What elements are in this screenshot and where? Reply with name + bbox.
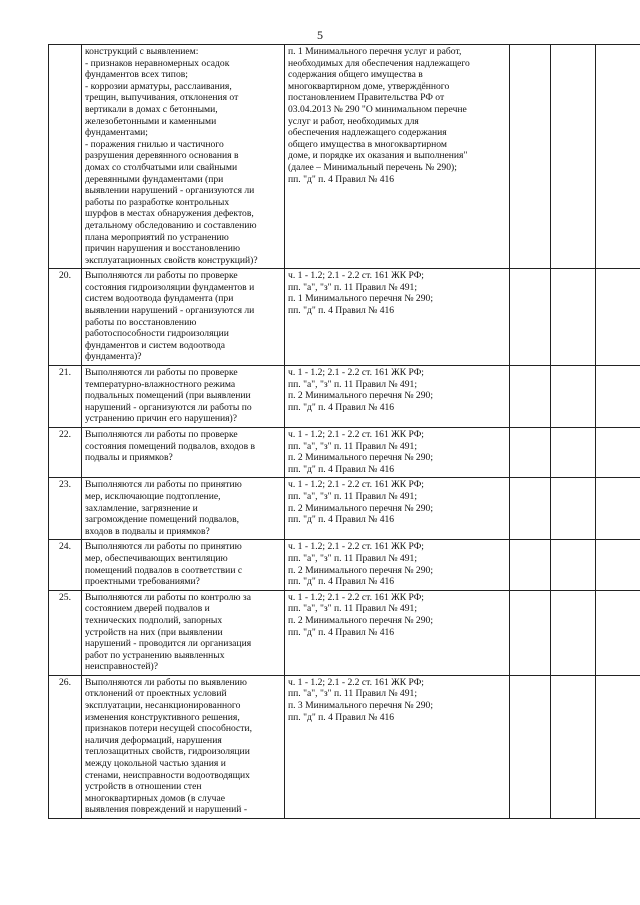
reference-line: п. 2 Минимального перечня № 290;: [288, 564, 433, 576]
reference-line: ч. 1 - 1.2; 2.1 - 2.2 ст. 161 ЖК РФ;: [288, 429, 424, 440]
question-cell: [82, 675, 285, 818]
reference-line: постановлением Правительства РФ от: [288, 92, 445, 104]
reference-line: пп. "а", "з" п. 11 Правил № 491;: [288, 440, 417, 452]
answer-cell-na: [596, 540, 640, 590]
question-line: многоквартирных домов (в случае: [85, 792, 225, 804]
reference-line: пп. "а", "з" п. 11 Правил № 491;: [288, 490, 417, 502]
question-line: Выполняются ли работы по контролю за: [85, 591, 251, 603]
legal-reference-cell: [285, 269, 510, 366]
question-line: нарушений - проводится ли организация: [85, 638, 252, 650]
page-number: 5: [317, 28, 323, 42]
question-cell: [82, 428, 285, 478]
question-line: выявлении нарушений - организуются ли: [85, 185, 255, 197]
table-row: [49, 590, 640, 675]
reference-line: необходимых для обеспечения надлежащего: [288, 57, 470, 69]
question-line: разрушения деревянного основания в: [85, 150, 239, 162]
legal-reference-cell: [285, 590, 510, 675]
table-row: [49, 45, 640, 269]
reference-line: п. 3 Минимального перечня № 290;: [288, 700, 433, 712]
question-line: плана мероприятий по устранению: [85, 231, 229, 243]
legal-reference-cell: [285, 428, 510, 478]
question-line: устранению причин его нарушения)?: [85, 413, 237, 425]
legal-reference-cell: [285, 675, 510, 818]
row-number-cell: 25.: [49, 590, 82, 675]
reference-line: пп. "д" п. 4 Правил № 416: [288, 626, 395, 638]
question-line: проектными требованиями?: [85, 576, 200, 588]
reference-line: доме, и порядке их оказания и выполнения": [288, 150, 468, 162]
question-line: работы по разработке контрольных: [85, 196, 230, 208]
reference-line: пп. "а", "з" п. 11 Правил № 491;: [288, 378, 417, 390]
reference-line: ч. 1 - 1.2; 2.1 - 2.2 ст. 161 ЖК РФ;: [288, 591, 424, 603]
legal-reference-cell: [285, 478, 510, 540]
question-line: загромождение помещений подвалов,: [85, 514, 240, 526]
question-line: домах со столбчатыми или свайными: [85, 161, 238, 173]
question-line: - поражения гнилью и частичного: [85, 138, 224, 150]
question-line: входов в подвалы и приямков?: [85, 525, 210, 537]
row-number-cell: [49, 45, 82, 269]
question-line: состояния помещений подвалов, входов в: [85, 440, 256, 452]
table-row: [49, 269, 640, 366]
question-line: Выполняются ли работы по принятию: [85, 479, 242, 491]
question-line: работы по восстановлению: [85, 316, 197, 328]
question-line: эксплуатации, несанкционированного: [85, 700, 241, 712]
answer-cell-no: [551, 366, 596, 428]
question-line: нарушений - организуются ли работы по: [85, 401, 252, 413]
reference-line: п. 2 Минимального перечня № 290;: [288, 614, 433, 626]
answer-cell-na: [596, 428, 640, 478]
question-line: систем водоотвода фундамента (при: [85, 293, 234, 305]
answer-cell-yes: [510, 366, 551, 428]
question-line: фундамента)?: [85, 351, 142, 363]
answer-cell-no: [551, 269, 596, 366]
question-line: изменения конструктивного решения,: [85, 711, 240, 723]
reference-line: ч. 1 - 1.2; 2.1 - 2.2 ст. 161 ЖК РФ;: [288, 270, 424, 282]
reference-line: многоквартирном доме, утверждённого: [288, 80, 450, 92]
question-line: подвальных помещений (при выявлении: [85, 390, 251, 402]
question-line: выявлении нарушений - организуются ли: [85, 305, 255, 317]
reference-line: п. 2 Минимального перечня № 290;: [288, 390, 433, 402]
question-line: Выполняются ли работы по проверке: [85, 270, 238, 282]
reference-line: ч. 1 - 1.2; 2.1 - 2.2 ст. 161 ЖК РФ;: [288, 479, 424, 491]
table-row: [49, 366, 640, 428]
question-line: вертикали в домах с бетонными,: [85, 103, 218, 115]
question-cell: [82, 478, 285, 540]
reference-line: содержания общего имущества в: [288, 69, 423, 81]
question-line: подвалы и приямков?: [85, 452, 173, 464]
table-row: [49, 428, 640, 478]
answer-cell-yes: [510, 45, 551, 269]
reference-line: п. 1 Минимального перечня № 290;: [288, 293, 433, 305]
reference-line: пп. "а", "з" п. 11 Правил № 491;: [288, 281, 417, 293]
row-number-cell: 26.: [49, 675, 82, 818]
reference-line: 03.04.2013 № 290 "О минимальном перечне: [288, 103, 467, 115]
legal-reference-cell: [285, 540, 510, 590]
question-line: наличия деформаций, нарушения: [85, 734, 222, 746]
question-line: мер, обеспечивающих вентиляцию: [85, 552, 228, 564]
answer-cell-na: [596, 590, 640, 675]
question-line: выявления повреждений и нарушений -: [85, 804, 248, 816]
question-line: неисправностей)?: [85, 661, 158, 673]
question-line: детальному обследованию и составлению: [85, 219, 257, 231]
question-line: между цокольной частью здания и: [85, 758, 226, 770]
answer-cell-na: [596, 269, 640, 366]
question-line: шурфов в местах обнаружения дефектов,: [85, 208, 254, 220]
row-number-cell: 20.: [49, 269, 82, 366]
question-line: мер, исключающие подтопление,: [85, 490, 221, 502]
legal-reference-cell: [285, 45, 510, 269]
answer-cell-na: [596, 675, 640, 818]
question-line: - признаков неравномерных осадок: [85, 57, 230, 69]
question-line: фундаментов и систем водоотвода: [85, 339, 226, 351]
question-line: устройств в отношении стен: [85, 781, 202, 793]
reference-line: ч. 1 - 1.2; 2.1 - 2.2 ст. 161 ЖК РФ;: [288, 367, 424, 379]
question-line: трещин, выпучивания, отклонения от: [85, 92, 239, 104]
question-line: стенами, неисправности водоотводящих: [85, 769, 250, 781]
checklist-rows: [49, 45, 640, 819]
question-cell: [82, 366, 285, 428]
question-line: конструкций с выявлением:: [85, 46, 199, 57]
question-line: деревянными фундаментами (при: [85, 173, 224, 185]
checklist-table: [48, 44, 640, 819]
reference-line: пп. "д" п. 4 Правил № 416: [288, 514, 395, 526]
row-number-cell: 21.: [49, 366, 82, 428]
reference-line: пп. "д" п. 4 Правил № 416: [288, 305, 395, 317]
question-line: отклонений от проектных условий: [85, 688, 227, 700]
question-cell: [82, 269, 285, 366]
reference-line: пп. "а", "з" п. 11 Правил № 491;: [288, 552, 417, 564]
answer-cell-yes: [510, 428, 551, 478]
table-row: [49, 540, 640, 590]
answer-cell-yes: [510, 269, 551, 366]
reference-line: п. 1 Минимального перечня услуг и работ,: [288, 46, 462, 57]
reference-line: пп. "д" п. 4 Правил № 416: [288, 711, 395, 723]
question-line: эксплуатационных свойств конструкций)?: [85, 254, 258, 266]
question-line: работоспособности гидроизоляции: [85, 328, 229, 340]
row-number-cell: 24.: [49, 540, 82, 590]
table-row: [49, 675, 640, 818]
question-line: теплозащитных свойств, гидроизоляции: [85, 746, 250, 758]
question-line: причин нарушения и восстановлению: [85, 243, 241, 255]
answer-cell-no: [551, 540, 596, 590]
question-line: Выполняются ли работы по принятию: [85, 541, 242, 553]
question-line: железобетонными и каменными: [85, 115, 217, 127]
answer-cell-yes: [510, 675, 551, 818]
reference-line: услуг и работ, необходимых для: [288, 115, 419, 127]
answer-cell-no: [551, 675, 596, 818]
question-line: признаков потери несущей способности,: [85, 723, 252, 735]
question-cell: [82, 540, 285, 590]
answer-cell-no: [551, 478, 596, 540]
reference-line: ч. 1 - 1.2; 2.1 - 2.2 ст. 161 ЖК РФ;: [288, 541, 424, 553]
reference-line: пп. "а", "з" п. 11 Правил № 491;: [288, 603, 417, 615]
question-line: технических подполий, запорных: [85, 614, 223, 626]
table-row: [49, 478, 640, 540]
answer-cell-no: [551, 590, 596, 675]
question-line: - коррозии арматуры, расслаивания,: [85, 80, 232, 92]
question-line: Выполняются ли работы по проверке: [85, 429, 238, 440]
question-cell: [82, 45, 285, 269]
reference-line: пп. "д" п. 4 Правил № 416: [288, 576, 395, 588]
question-line: работ по устранению выявленных: [85, 649, 225, 661]
question-line: Выполняются ли работы по проверке: [85, 367, 238, 379]
question-cell: [82, 590, 285, 675]
reference-line: п. 2 Минимального перечня № 290;: [288, 502, 433, 514]
reference-line: ч. 1 - 1.2; 2.1 - 2.2 ст. 161 ЖК РФ;: [288, 676, 424, 688]
answer-cell-na: [596, 366, 640, 428]
answer-cell-no: [551, 428, 596, 478]
question-line: Выполняются ли работы по выявлению: [85, 676, 247, 688]
question-line: помещений подвалов в соответствии с: [85, 564, 243, 576]
answer-cell-no: [551, 45, 596, 269]
reference-line: пп. "д" п. 4 Правил № 416: [288, 401, 395, 413]
reference-line: пп. "д" п. 4 Правил № 416: [288, 173, 395, 185]
question-line: фундаментами;: [85, 127, 148, 139]
question-line: фундаментов всех типов;: [85, 69, 188, 81]
reference-line: общего имущества в многоквартирном: [288, 138, 447, 150]
question-line: состоянием дверей подвалов и: [85, 603, 210, 615]
reference-line: обеспечения надлежащего содержания: [288, 127, 447, 139]
row-number-cell: 23.: [49, 478, 82, 540]
legal-reference-cell: [285, 366, 510, 428]
answer-cell-yes: [510, 590, 551, 675]
answer-cell-yes: [510, 540, 551, 590]
reference-line: пп. "а", "з" п. 11 Правил № 491;: [288, 688, 417, 700]
reference-line: пп. "д" п. 4 Правил № 416: [288, 463, 395, 475]
reference-line: (далее – Минимальный перечень № 290);: [288, 161, 457, 173]
answer-cell-na: [596, 45, 640, 269]
question-line: температурно-влажностного режима: [85, 378, 236, 390]
answer-cell-yes: [510, 478, 551, 540]
reference-line: п. 2 Минимального перечня № 290;: [288, 452, 433, 464]
row-number-cell: 22.: [49, 428, 82, 478]
question-line: устройств на них (при выявлении: [85, 626, 223, 638]
question-line: захламление, загрязнение и: [85, 502, 198, 514]
question-line: состояния гидроизоляции фундаментов и: [85, 281, 255, 293]
answer-cell-na: [596, 478, 640, 540]
